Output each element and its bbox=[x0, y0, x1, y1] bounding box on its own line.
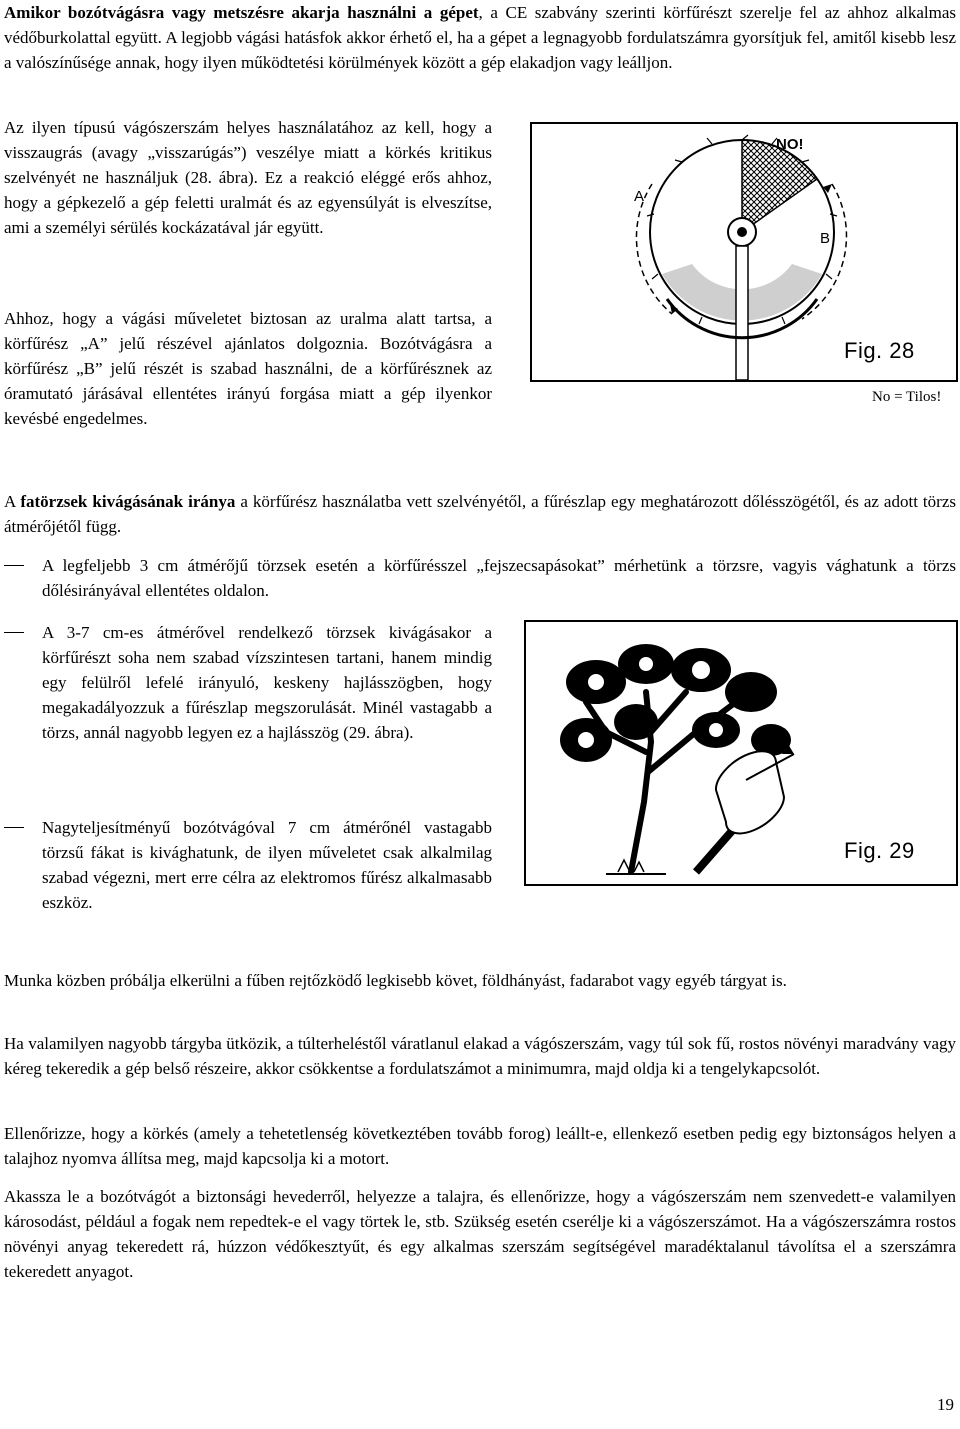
label-no: NO! bbox=[776, 136, 804, 153]
blade-stop-paragraph: Ellenőrizze, hogy a körkés (amely a tehetetlenség következtében tovább forog) leállt-e, ellenkező esetben pedig egy biztonságos helyen a talajhoz nyomva állítsa meg, majd kapcsolja ki a motort. bbox=[4, 1124, 956, 1168]
page-number: 19 bbox=[937, 1395, 954, 1414]
figure-28-frame bbox=[530, 122, 958, 382]
figure-28-caption: Fig. 28 bbox=[844, 338, 915, 363]
intro-bold-lead: Amikor bozótvágásra vagy metszésre akarja használni a gépet bbox=[4, 3, 479, 22]
bullet-2: A 3-7 cm-es átmérővel rendelkező törzsek kivágásakor a körfűrészt soha nem szabad vízszintesen tartani, hanem mindig egy felülről lefelé irányuló, keskeny hajlásszögben, hogy megakadályozzuk a fűrészlap megszorulását. Minél vastagabb a törzs, annál nagyobb legyen ez a hajlásszög (29. ábra). bbox=[42, 623, 492, 742]
label-b: B bbox=[820, 230, 831, 247]
intro-paragraph bbox=[4, 0, 956, 75]
bullet-1: A legfeljebb 3 cm átmérőjű törzsek esetén a körfűrésszel „fejszecsapásokat” mérhetünk a törzsre, vagyis vághatunk a törzs dőlésirányával ellentétes oldalon. bbox=[42, 556, 956, 600]
figure-29-caption: Fig. 29 bbox=[844, 838, 915, 863]
avoid-objects-paragraph: Munka közben próbálja elkerülni a fűben rejtőzködő legkisebb követ, földhányást, fadarabot vagy egyéb tárgyat is. bbox=[4, 971, 787, 990]
felling-pre: A bbox=[4, 492, 21, 511]
figure-28-note: No = Tilos! bbox=[872, 389, 942, 405]
overload-paragraph: Ha valamilyen nagyobb tárgyba ütközik, a túlterheléstől váratlanul elakad a vágószerszám, vagy túl sok fű, rostos növényi maradvány vagy kéreg tekeredik a gép belső részeire, akkor csökkentse a fordulatszámot a minimumra, majd oldja ki a tengelykapcsolót. bbox=[4, 1034, 956, 1078]
inspection-paragraph: Akassza le a bozótvágót a biztonsági hevederről, helyezze a talajra, és ellenőrizze, hogy a vágószerszám nem szenvedett-e valamilyen károsodást, például a fogak nem repedtek-e el vagy törtek le, stb. Szükség esetén cserélje ki a vágószerszámot. Ha a vágószerszámra rostos növényi anyag tekeredett rá, húzzon védőkesztyűt, és egy alkalmas szerszám segítségével maradéktalanul távolítsa el a szerszámra tekeredett anyagot. bbox=[4, 1187, 956, 1281]
felling-direction-paragraph bbox=[4, 489, 956, 539]
kickback-paragraph: Az ilyen típusú vágószerszám helyes használatához az kell, hogy a visszaugrás (avagy „visszarúgás”) veszélye miatt a körkés kritikus szelvényét ne használjuk (28. ábra). Ez a reakció eléggé erős ahhoz, hogy a gépkezelő a gép feletti uralmát és az egyensúlyát is elveszítse, ami a személyi sérülés kockázatával jár együtt. bbox=[4, 118, 492, 237]
felling-rest: a körfűrész használatba vett szelvényétől, a fűrészlap egy meghatározott dőlésszögétől, és az adott törzs átmérőjétől függ. bbox=[4, 492, 956, 536]
bullet-3: Nagyteljesítményű bozótvágóval 7 cm átmérőnél vastagabb törzsű fákat is kivághatunk, de ilyen műveletet csak alkalmilag szabad végezni, mert erre célra az elektromos fűrész alkalmasabb eszköz. bbox=[42, 818, 492, 912]
intro-rest: , a CE szabvány szerinti körfűrészt szerelje fel az ahhoz alkalmas védőburkolattal együtt. A legjobb vágási hatásfok akkor érhető el, ha a gépet a legnagyobb fordulatszámra gyorsítjuk fel, amitől kisebb lesz a valószínűsége annak, hogy ilyen működtetési körülmények között a gép elakadjon vagy leálljon. bbox=[4, 3, 956, 72]
bullet-dash-3 bbox=[4, 827, 24, 828]
felling-bold: fatörzsek kivágásának iránya bbox=[20, 492, 236, 511]
bullet-dash-2 bbox=[4, 632, 24, 633]
label-a: A bbox=[634, 188, 645, 205]
bullet-dash-1 bbox=[4, 565, 24, 566]
figure-29-frame bbox=[524, 620, 958, 886]
section-ab-paragraph: Ahhoz, hogy a vágási műveletet biztosan az uralma alatt tartsa, a körfűrész „A” jelű részével ajánlatos dolgoznia. Bozótvágásra a körfűrész „B” jelű részét is szabad használni, de a körfűrésznek az óramutató járásával ellentétes irányú forgása miatt a gép ilyenkor kevésbé engedelmes. bbox=[4, 309, 492, 428]
